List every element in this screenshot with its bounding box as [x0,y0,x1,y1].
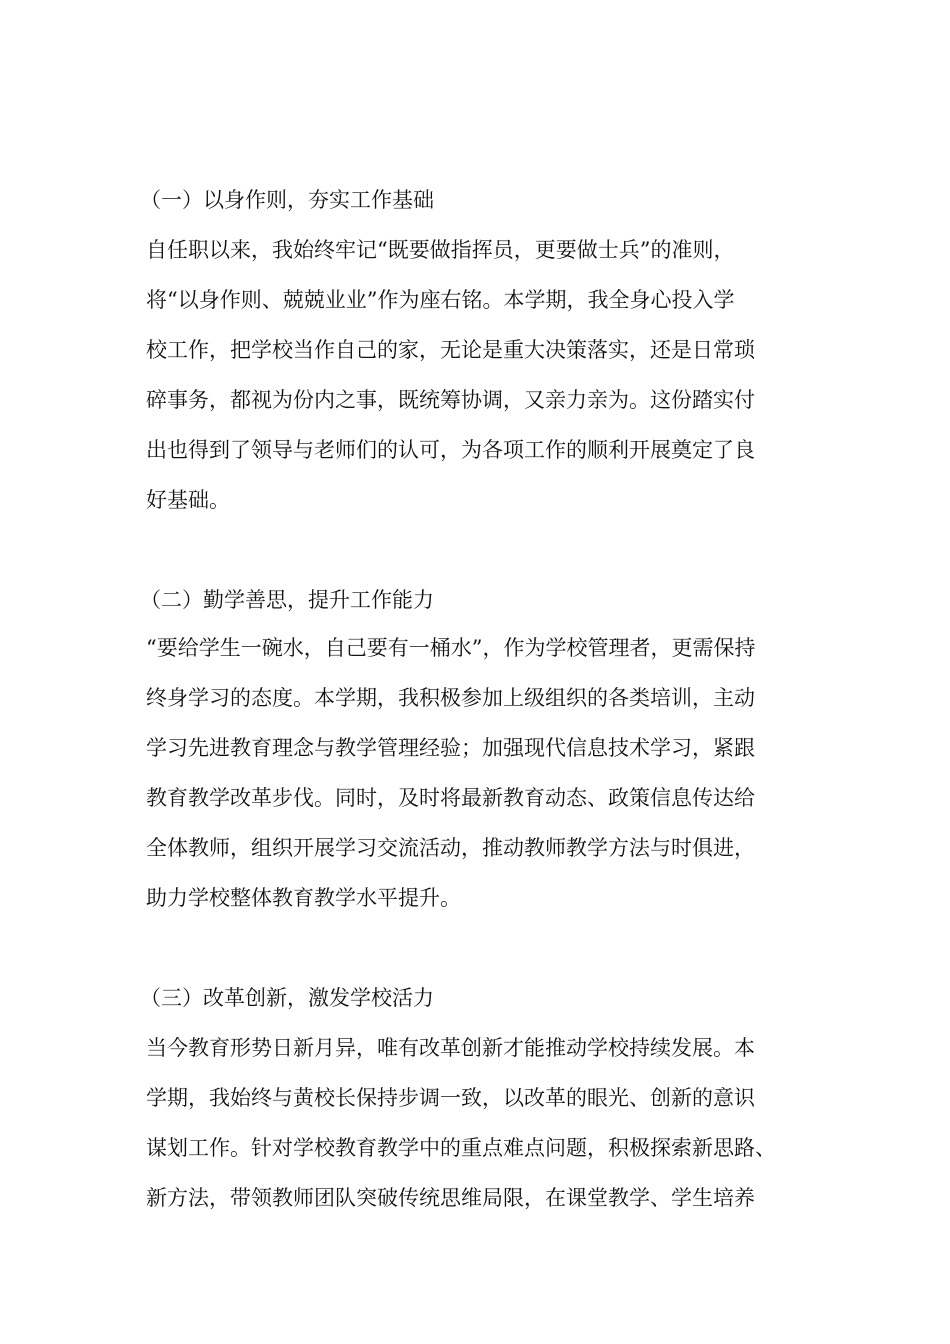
section-2-line-4: 教育教学改革步伐。同时，及时将最新教育动态、政策信息传达给 [146,786,755,810]
section-2-heading: （二）勤学善思，提升工作能力 [140,588,434,612]
section-2-line-5: 全体教师，组织开展学习交流活动，推动教师教学方法与时俱进， [146,836,755,860]
section-3-heading: （三）改革创新，激发学校活力 [140,986,434,1010]
section-1-line-5: 出也得到了领导与老师们的认可，为各项工作的顺利开展奠定了良 [146,438,755,462]
section-2-line-3: 学习先进教育理念与教学管理经验；加强现代信息技术学习，紧跟 [146,736,755,760]
section-3-line-1: 当今教育形势日新月异，唯有改革创新才能推动学校持续发展。本 [146,1036,755,1060]
section-2-line-2: 终身学习的态度。本学期，我积极参加上级组织的各类培训，主动 [146,686,755,710]
section-1-line-1: 自任职以来，我始终牢记“既要做指挥员，更要做士兵”的准则， [146,238,735,262]
section-1-heading: （一）以身作则，夯实工作基础 [140,188,434,212]
section-3-line-4: 新方法，带领教师团队突破传统思维局限，在课堂教学、学生培养 [146,1186,755,1210]
section-1-line-4: 碎事务，都视为份内之事，既统筹协调，又亲力亲为。这份踏实付 [146,388,755,412]
section-1-line-6: 好基础。 [146,488,230,512]
section-2-line-1: “要给学生一碗水，自己要有一桶水”，作为学校管理者，更需保持 [146,636,756,660]
section-3-line-3: 谋划工作。针对学校教育教学中的重点难点问题，积极探索新思路、 [146,1136,776,1160]
section-3-line-2: 学期，我始终与黄校长保持步调一致，以改革的眼光、创新的意识 [146,1086,755,1110]
section-1-line-3: 校工作，把学校当作自己的家，无论是重大决策落实，还是日常琐 [146,338,755,362]
section-2-line-6: 助力学校整体教育教学水平提升。 [146,886,461,910]
section-1-line-2: 将“以身作则、兢兢业业”作为座右铭。本学期，我全身心投入学 [146,288,735,312]
